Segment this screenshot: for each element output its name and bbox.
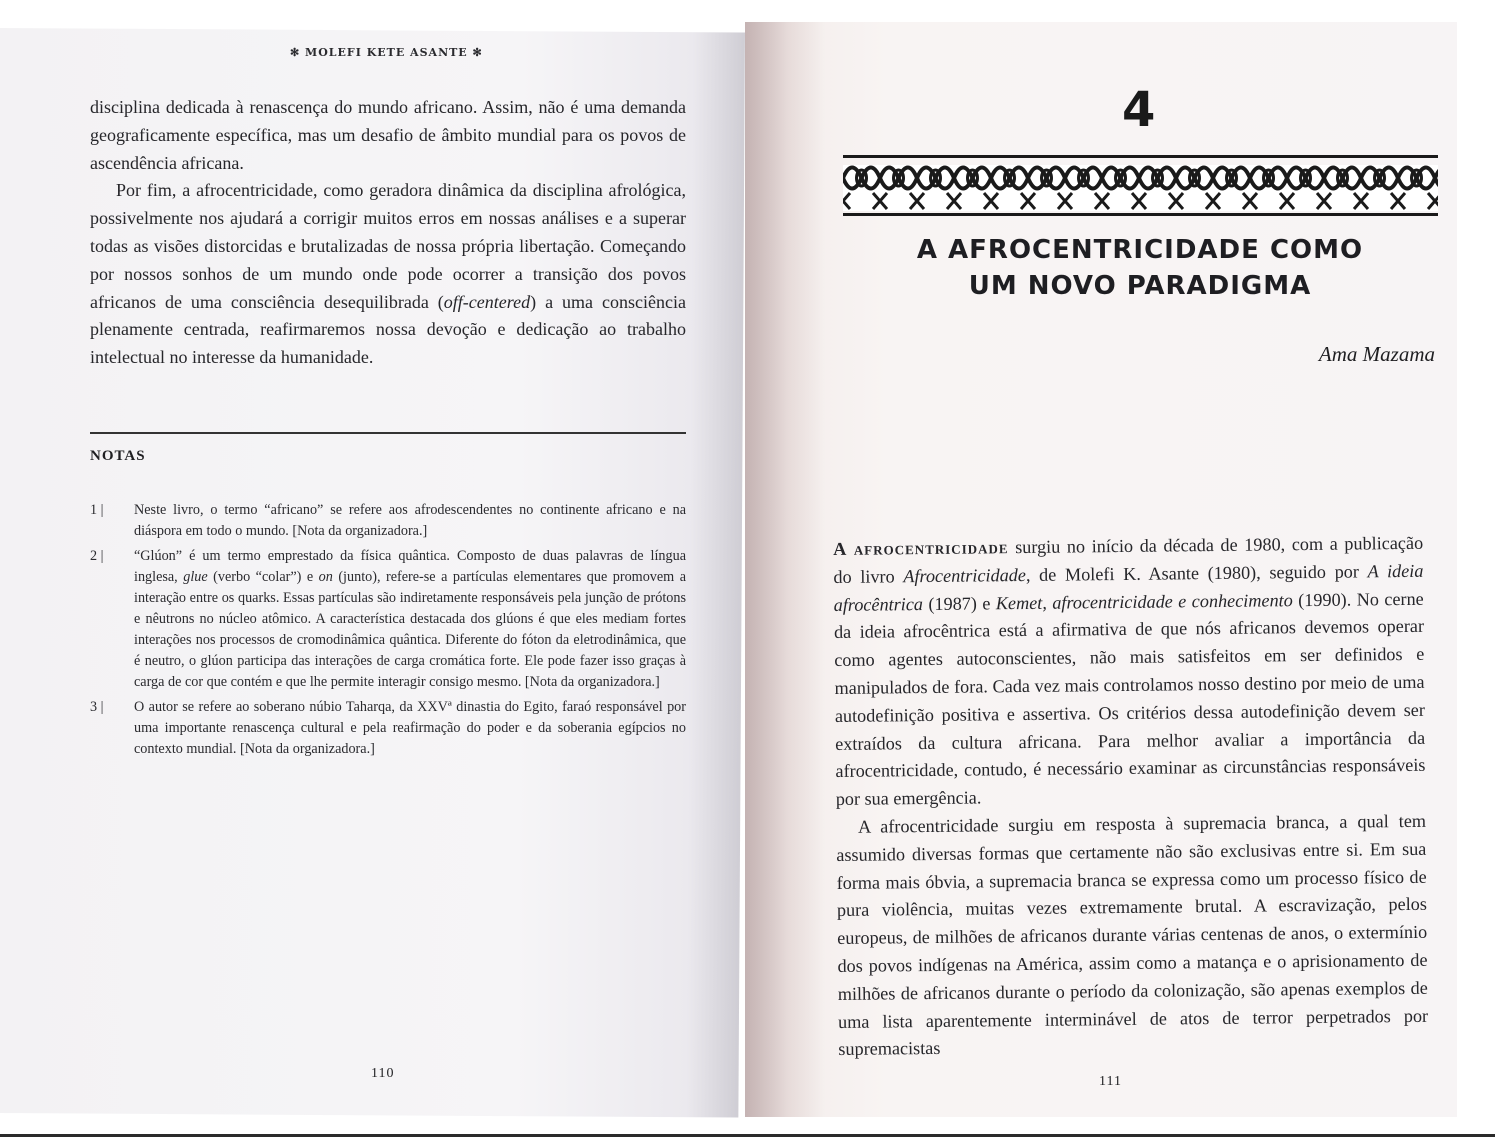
italic-term: on bbox=[318, 569, 333, 585]
right-body-text bbox=[833, 530, 1428, 1064]
lead-in: A afrocentricidade bbox=[833, 537, 1009, 559]
text-run: ) a uma consciência plenamente centrada, reafirmaremos nossa devoção e dedicação ao trabalho intelectual no interesse da humanidade. bbox=[90, 291, 686, 368]
note-item bbox=[90, 697, 686, 760]
running-head: ✻ MOLEFI KETE ASANTE ✻ bbox=[290, 46, 483, 59]
scan-edge bbox=[0, 1134, 1495, 1137]
left-body-text bbox=[90, 94, 686, 372]
ornament-band bbox=[843, 155, 1438, 217]
note-number: 3 | bbox=[90, 699, 104, 715]
book-title: Kemet, afrocentricidade e conhecimento bbox=[995, 589, 1293, 613]
note-text: Neste livro, o termo “africano” se refere aos afrodescendentes no continente africano e na diáspora em todo o mundo. [Nota da organizadora.] bbox=[134, 502, 686, 539]
paragraph: disciplina dedicada à renascença do mundo africano. Assim, não é uma demanda geograficamente específica, mas um desafio de âmbito mundial para os povos de ascendência africana. bbox=[90, 97, 686, 173]
page-number: 110 bbox=[371, 1066, 395, 1081]
text-run: , de Molefi K. Asante (1980), seguido por bbox=[1025, 561, 1368, 585]
note-number: 1 | bbox=[90, 502, 104, 518]
paragraph: A afrocentricidade surgiu em resposta à supremacia branca, a qual tem assumido diversas formas que certamente não são exclusivas entre si. Em sua forma mais óbvia, a supremacia branca se expressa como um processo físico de pura violência, muitas vezes extremamente brutal. A escravização, pelos europeus, de milhões de africanos durante várias centenas de anos, o extermínio dos povos indígenas na América, assim como a matança e o aprisionamento de milhões de africanos durante o período da colonização, são apenas exemplos de uma lista aparentemente interminável de atos de terror perpetrados por supremacistas bbox=[836, 810, 1429, 1060]
text-run: (1990). No cerne da ideia afrocêntrica está a afirmativa de que nós africanos devemos operar como agentes autoconscientes, não mais satisfeitos em ser definidos e manipulados de fora. Cada vez mais controlamos nosso destino por meio de uma autodefinição positiva e assertiva. Os critérios dessa autodefinição devem ser extraídos da cultura africana. Para melhor avaliar a importância da afrocentricidade, contudo, é necessário examinar as circunstâncias responsáveis por sua emergência. bbox=[833, 588, 1426, 810]
book-title: Afrocentricidade bbox=[903, 564, 1026, 587]
text-run: Por fim, a afrocentricidade, como geradora dinâmica da disciplina afrológica, possivelmente nos ajudará a corrigir muitos erros em nossas análises e a superar todas as visões distorcidas e brutalizadas de nossa própria libertação. Começando por nossos sonhos de um mundo onde pode ocorrer a transição dos povos africanos de uma consciência desequilibrada ( bbox=[90, 180, 686, 312]
note-item bbox=[90, 500, 686, 542]
notes-divider bbox=[90, 432, 686, 434]
note-text: (verbo “colar”) e bbox=[207, 569, 319, 585]
page-number: 111 bbox=[1099, 1074, 1122, 1089]
chapter-author: Ama Mazama bbox=[1318, 342, 1435, 366]
italic-term: glue bbox=[183, 569, 208, 585]
chapter-title bbox=[860, 232, 1420, 304]
paragraph bbox=[90, 177, 686, 372]
italic-term: off-centered bbox=[443, 291, 531, 312]
text-run: (1987) e bbox=[922, 592, 996, 614]
note-text: O autor se refere ao soberano núbio Taharqa, da XXVª dinastia do Egito, faraó responsável por uma importante renascença cultural e pela reafirmação do poder e da soberania egípcios no contexto mundial. [Nota da organizadora.] bbox=[134, 699, 686, 757]
chapter-title-line: UM NOVO PARADIGMA bbox=[968, 271, 1312, 301]
paragraph bbox=[833, 530, 1426, 814]
note-item bbox=[90, 546, 686, 693]
notes-list bbox=[90, 500, 686, 764]
chapter-number: 4 bbox=[1122, 82, 1156, 138]
note-number: 2 | bbox=[90, 548, 104, 564]
note-text: (junto), refere-se a partículas elementares que promovem a interação entre os quarks. Essas partículas são indiretamente responsáveis pela junção de prótons e nêutrons no núcleo atômico. A característica destacada dos glúons é que eles mediam fortes interações nos processos de cromodinâmica quântica. Diferente do fóton da eletrodinâmica, que é neutro, o glúon participa das interações de carga cromática forte. Ele pode fazer isso graças à carga de cor que contém e que lhe permite interagir consigo mesmo. [Nota da organizadora.] bbox=[134, 569, 687, 690]
notes-heading: NOTAS bbox=[90, 448, 146, 464]
chapter-title-line: A AFROCENTRICIDADE COMO bbox=[916, 235, 1364, 265]
book-title: A ideia afrocêntrica bbox=[833, 560, 1424, 615]
note-text: “Glúon” é um termo emprestado da física quântica. Composto de duas palavras de língua inglesa, bbox=[134, 548, 686, 585]
text-run: surgiu no início da década de 1980, com a publicação do livro bbox=[833, 532, 1424, 587]
